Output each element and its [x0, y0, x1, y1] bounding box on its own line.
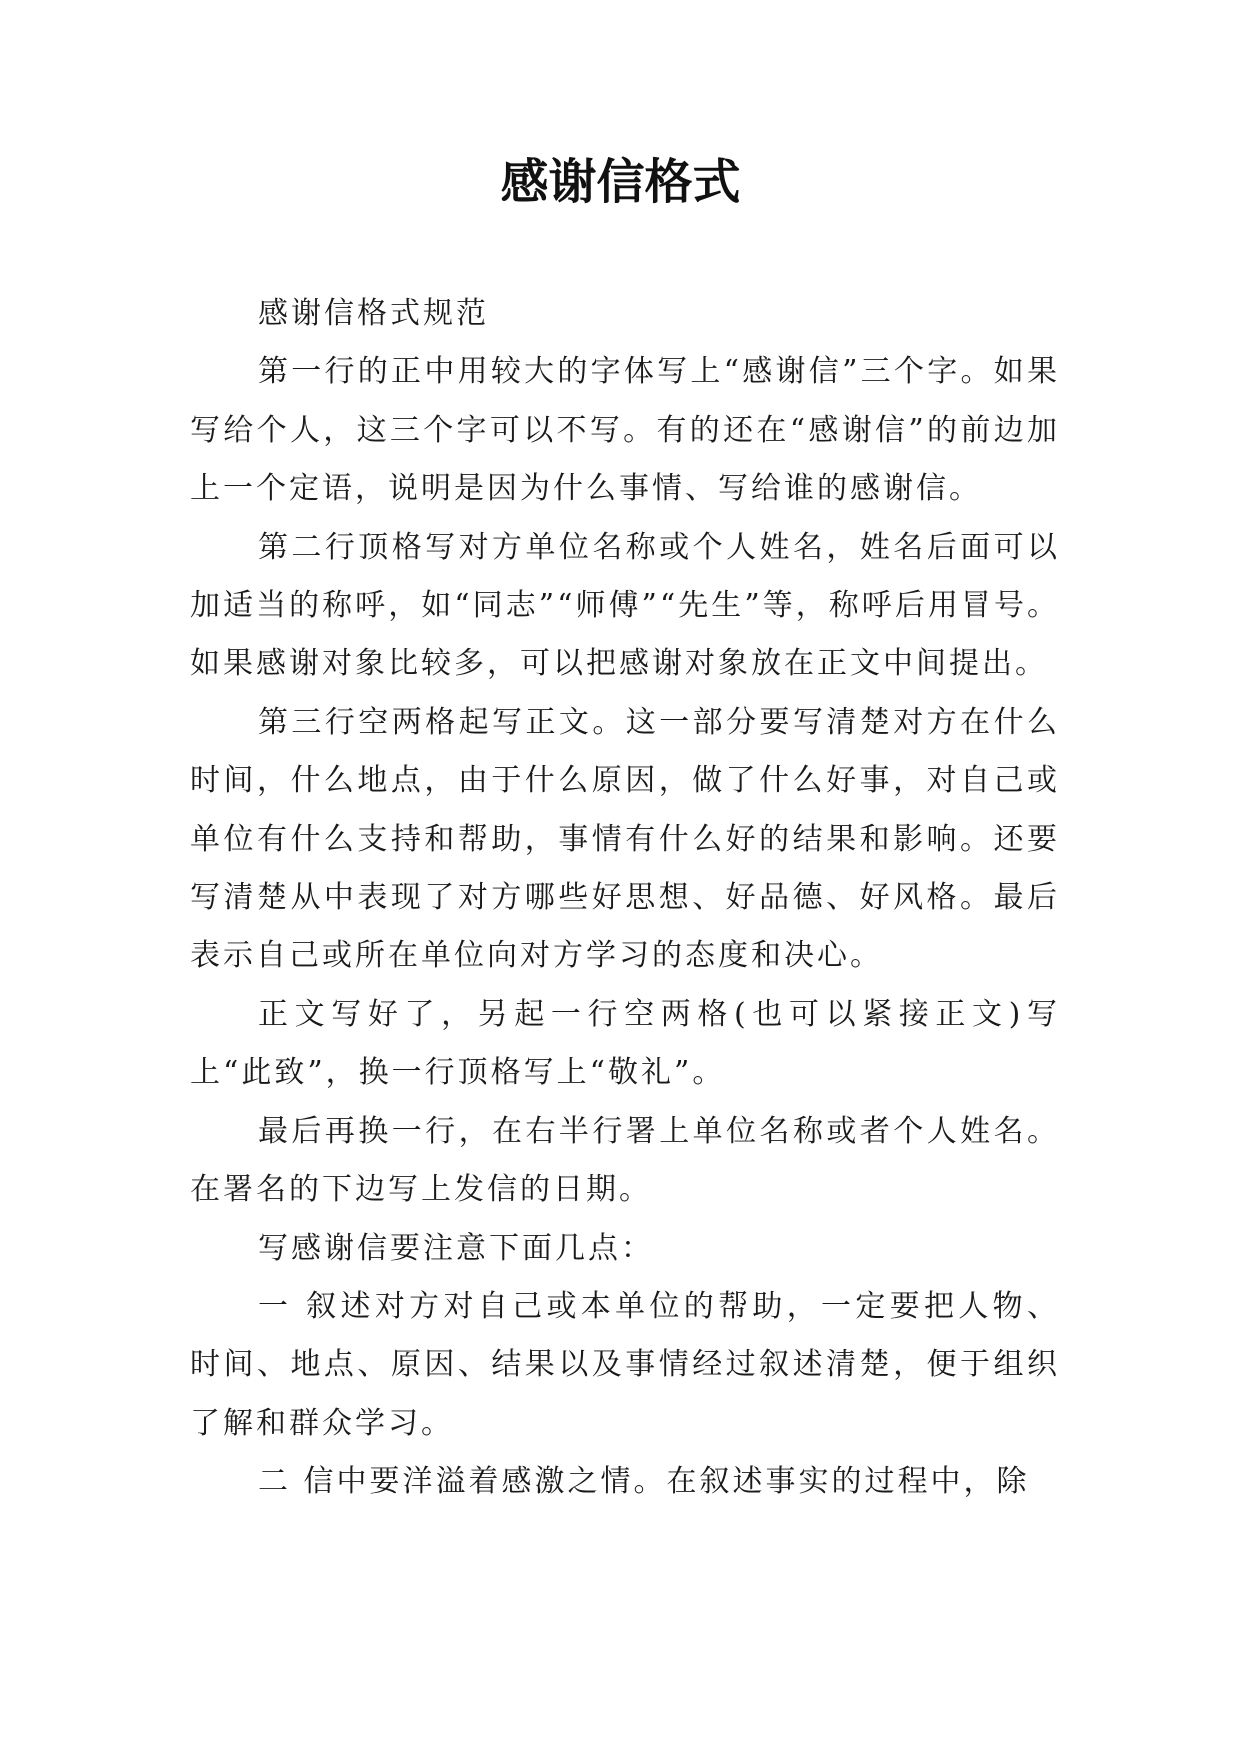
- paragraph: 最后再换一行，在右半行署上单位名称或者个人姓名。在署名的下边写上发信的日期。: [190, 1113, 1060, 1208]
- paragraph: 正文写好了，另起一行空两格(也可以紧接正文)写上“此致”，换一行顶格写上“敬礼”。: [190, 996, 1060, 1091]
- paragraph: 第三行空两格起写正文。这一部分要写清楚对方在什么时间，什么地点，由于什么原因，做了什么好事，对自己或单位有什么支持和帮助，事情有什么好的结果和影响。还要写清楚从中表现了对方哪些好思想、好品德、好风格。最后表示自己或所在单位向对方学习的态度和决心。: [190, 704, 1060, 974]
- document-body: [190, 285, 1060, 1512]
- paragraph: 第二行顶格写对方单位名称或个人姓名，姓名后面可以加适当的称呼，如“同志”“师傅”“先生”等，称呼后用冒号。如果感谢对象比较多，可以把感谢对象放在正文中间提出。: [190, 529, 1060, 682]
- paragraph: 二 信中要洋溢着感激之情。在叙述事实的过程中，除: [258, 1464, 1030, 1500]
- document-title: 感谢信格式: [500, 154, 741, 210]
- paragraph: 第一行的正中用较大的字体写上“感谢信”三个字。如果写给个人，这三个字可以不写。有的还在“感谢信”的前边加上一个定语，说明是因为什么事情、写给谁的感谢信。: [190, 354, 1060, 507]
- paragraph-heading: 感谢信格式规范: [258, 296, 489, 331]
- paragraph: 一 叙述对方对自己或本单位的帮助，一定要把人物、时间、地点、原因、结果以及事情经过叙述清楚，便于组织了解和群众学习。: [190, 1288, 1060, 1441]
- paragraph: 写感谢信要注意下面几点：: [258, 1230, 654, 1266]
